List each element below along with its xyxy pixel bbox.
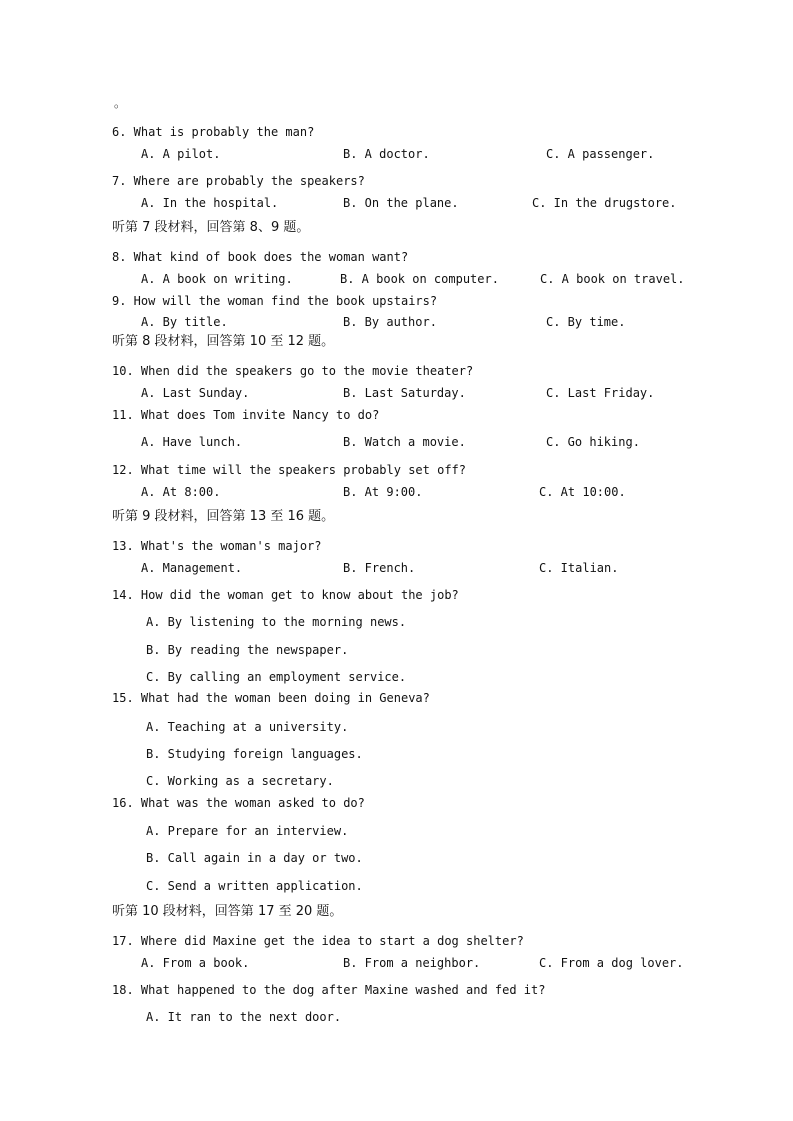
question-10-option-b: B. Last Saturday. bbox=[343, 386, 466, 400]
question-17-option-c: C. From a dog lover. bbox=[539, 956, 684, 970]
question-12-option-c: C. At 10:00. bbox=[539, 485, 626, 499]
question-12-option-a: A. At 8:00. bbox=[141, 485, 221, 499]
question-18-stem: 18. What happened to the dog after Maxine washed and fed it? bbox=[112, 983, 546, 997]
question-8-option-c: C. A book on travel. bbox=[540, 272, 685, 286]
question-10-option-c: C. Last Friday. bbox=[546, 386, 655, 400]
question-6-option-a: A. A pilot. bbox=[141, 147, 221, 161]
question-8-option-b: B. A book on computer. bbox=[340, 272, 499, 286]
question-15-option-a: A. Teaching at a university. bbox=[146, 720, 349, 734]
question-9-option-c: C. By time. bbox=[546, 315, 626, 329]
question-13-option-a: A. Management. bbox=[141, 561, 243, 575]
question-6-stem: 6. What is probably the man? bbox=[112, 125, 315, 139]
question-9-stem: 9. How will the woman find the book upstairs? bbox=[112, 294, 438, 308]
question-16-option-b: B. Call again in a day or two. bbox=[146, 851, 363, 865]
question-11-option-c: C. Go hiking. bbox=[546, 435, 640, 449]
question-13-stem: 13. What's the woman's major? bbox=[112, 539, 322, 553]
question-9-option-a: A. By title. bbox=[141, 315, 228, 329]
question-16-option-c: C. Send a written application. bbox=[146, 879, 363, 893]
section-7-heading: 听第 7 段材料，回答第 8、9 题。 bbox=[112, 220, 310, 235]
question-11-option-a: A. Have lunch. bbox=[141, 435, 243, 449]
question-14-stem: 14. How did the woman get to know about the job? bbox=[112, 588, 459, 602]
question-7-stem: 7. Where are probably the speakers? bbox=[112, 174, 365, 188]
question-17-stem: 17. Where did Maxine get the idea to start a dog shelter? bbox=[112, 934, 524, 948]
question-6-option-c: C. A passenger. bbox=[546, 147, 655, 161]
question-10-option-a: A. Last Sunday. bbox=[141, 386, 250, 400]
top-mark: 。 bbox=[114, 96, 127, 110]
question-17-option-a: A. From a book. bbox=[141, 956, 250, 970]
question-15-stem: 15. What had the woman been doing in Geneva? bbox=[112, 691, 430, 705]
question-9-option-b: B. By author. bbox=[343, 315, 437, 329]
question-15-option-b: B. Studying foreign languages. bbox=[146, 747, 363, 761]
question-10-stem: 10. When did the speakers go to the movie theater? bbox=[112, 364, 474, 378]
section-10-heading: 听第 10 段材料，回答第 17 至 20 题。 bbox=[112, 904, 343, 919]
question-13-option-c: C. Italian. bbox=[539, 561, 619, 575]
section-8-heading: 听第 8 段材料，回答第 10 至 12 题。 bbox=[112, 334, 335, 349]
question-14-option-c: C. By calling an employment service. bbox=[146, 670, 407, 684]
question-11-option-b: B. Watch a movie. bbox=[343, 435, 466, 449]
question-12-stem: 12. What time will the speakers probably set off? bbox=[112, 463, 467, 477]
question-7-option-b: B. On the plane. bbox=[343, 196, 459, 210]
question-6-option-b: B. A doctor. bbox=[343, 147, 430, 161]
question-11-stem: 11. What does Tom invite Nancy to do? bbox=[112, 408, 380, 422]
question-8-option-a: A. A book on writing. bbox=[141, 272, 293, 286]
question-8-stem: 8. What kind of book does the woman want? bbox=[112, 250, 409, 264]
question-7-option-a: A. In the hospital. bbox=[141, 196, 279, 210]
question-14-option-b: B. By reading the newspaper. bbox=[146, 643, 349, 657]
question-16-option-a: A. Prepare for an interview. bbox=[146, 824, 349, 838]
question-13-option-b: B. French. bbox=[343, 561, 416, 575]
section-9-heading: 听第 9 段材料，回答第 13 至 16 题。 bbox=[112, 509, 335, 524]
question-17-option-b: B. From a neighbor. bbox=[343, 956, 481, 970]
question-14-option-a: A. By listening to the morning news. bbox=[146, 615, 407, 629]
question-15-option-c: C. Working as a secretary. bbox=[146, 774, 334, 788]
question-16-stem: 16. What was the woman asked to do? bbox=[112, 796, 365, 810]
question-12-option-b: B. At 9:00. bbox=[343, 485, 423, 499]
question-7-option-c: C. In the drugstore. bbox=[532, 196, 677, 210]
question-18-option-a: A. It ran to the next door. bbox=[146, 1010, 342, 1024]
